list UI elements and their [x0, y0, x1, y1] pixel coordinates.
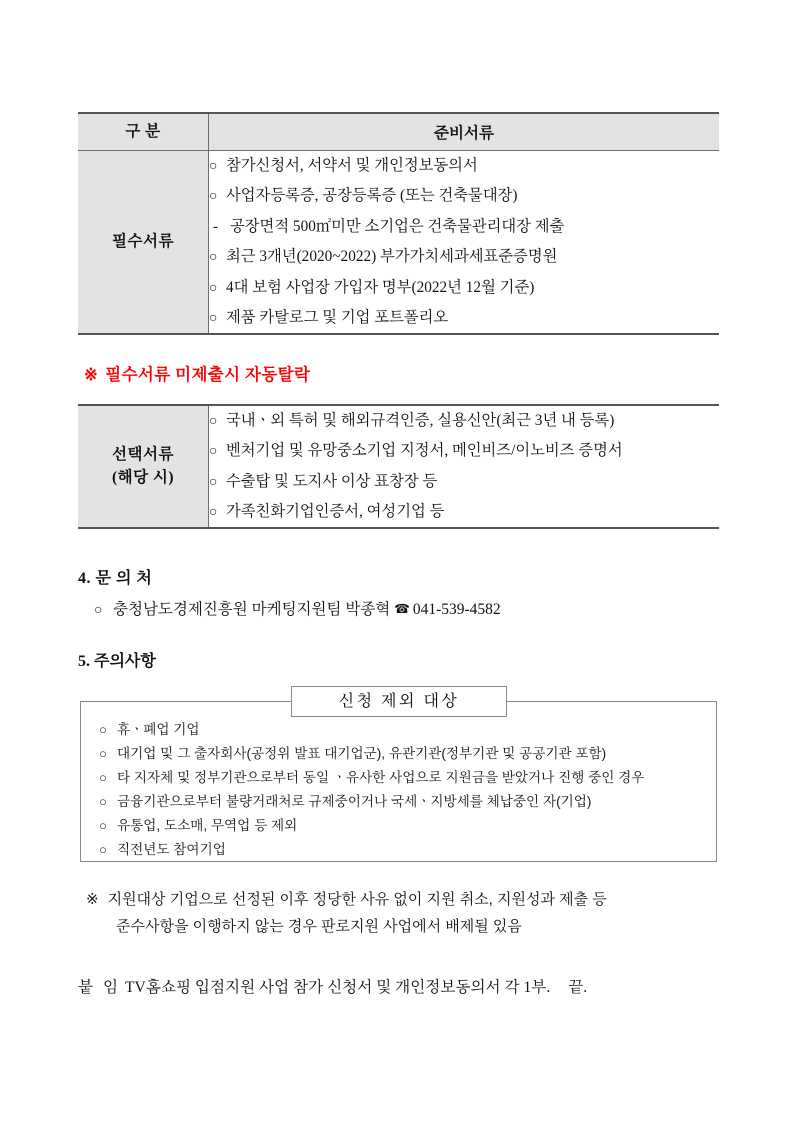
dash-marker: -: [213, 218, 218, 235]
list-item-text: 금융기관으로부터 불량거래처로 규제중이거나 국세ㆍ지방세를 체납중인 자(기업): [117, 793, 592, 809]
list-item-text: 제품 카탈로그 및 기업 포트폴리오: [226, 308, 449, 326]
required-documents-cell: [209, 151, 720, 335]
bullet-marker: ○: [99, 745, 107, 761]
optional-label-line1: 선택서류: [112, 446, 174, 464]
list-item-text: 참가신청서, 서약서 및 개인정보동의서: [226, 157, 478, 174]
list-item: [209, 273, 719, 303]
bullet-marker: ○: [99, 817, 107, 833]
header-cell-category: 구 분: [78, 113, 209, 151]
required-documents-list: [209, 151, 719, 333]
list-item-text: 대기업 및 그 출자회사(공정위 발표 대기업군), 유관기관(정부기관 및 공공기관 포함): [117, 745, 607, 761]
note-text-1: 지원대상 기업으로 선정된 이후 정당한 사유 없이 지원 취소, 지원성과 제출 등: [107, 891, 607, 908]
header-cell-documents: 준비서류: [209, 113, 720, 151]
list-item-text: 4대 보험 사업장 가입자 명부(2022년 12월 기준): [226, 278, 535, 296]
list-item-text: 직전년도 참여기업: [117, 841, 226, 857]
bullet-marker: ○: [209, 414, 218, 429]
bullet-marker: ○: [99, 769, 107, 785]
section-4-heading: 4. 문 의 처: [78, 570, 153, 587]
list-item-text: 공장면적 500㎡미만 소기업은 건축물관리대장 제출: [230, 217, 565, 235]
list-item: [209, 436, 719, 466]
attachment-text: TV홈쇼핑 입점지원 사업 참가 신청서 및 개인정보동의서 각 1부.: [125, 979, 551, 996]
list-item: [209, 151, 719, 181]
list-item-text: 벤처기업 및 유망중소기업 지정서, 메인비즈/이노비즈 증명서: [226, 442, 623, 460]
list-item: [209, 212, 719, 243]
list-item-text: 타 지자체 및 정부기관으로부터 동일 ㆍ유사한 사업으로 지원금을 받았거나 진행 중인 경우: [117, 769, 645, 785]
document-end-mark: 끝.: [568, 979, 588, 996]
bullet-marker: ○: [209, 189, 218, 205]
telephone-icon: ☎: [394, 601, 410, 616]
list-item: [209, 181, 719, 211]
list-item-text: 가족친화기업인증서, 여성기업 등: [226, 502, 445, 520]
optional-documents-list: [209, 406, 719, 527]
reference-mark-icon: ※: [84, 365, 99, 384]
bullet-marker: ○: [209, 250, 218, 266]
list-item-text: 유통업, 도소매, 무역업 등 제외: [117, 817, 298, 833]
bullet-marker: ○: [209, 474, 218, 490]
optional-documents-row: [78, 405, 719, 528]
list-item: [99, 814, 716, 838]
list-item-text: 수출탑 및 도지사 이상 표창장 등: [226, 472, 438, 490]
list-item: [99, 718, 716, 742]
bullet-marker: ○: [209, 444, 218, 460]
bullet-marker: ○: [209, 159, 218, 174]
warning-text: 필수서류 미제출시 자동탈락: [105, 365, 311, 384]
exclusion-box-title: 신청 제외 대상: [291, 686, 507, 717]
optional-label-line2: (해당 시): [111, 468, 175, 486]
list-item: [209, 497, 719, 527]
section-5-heading: 5. 주의사항: [78, 653, 156, 670]
note-line-2: 준수사항을 이행하지 않는 경우 판로지원 사업에서 배제될 있음: [116, 918, 522, 936]
optional-documents-label: [78, 405, 209, 528]
optional-documents-table: [78, 404, 719, 529]
contact-organization: 충청남도경제진흥원 마케팅지원팀 박종혁: [113, 601, 391, 618]
list-item-text: 사업자등록증, 공장등록증 (또는 건축물대장): [226, 187, 518, 205]
contact-phone-number: 041-539-4582: [412, 601, 501, 618]
bullet-marker: ○: [94, 603, 103, 618]
list-item: [209, 467, 719, 497]
bullet-marker: ○: [99, 793, 107, 809]
compliance-note: [86, 886, 726, 941]
optional-documents-cell: [209, 405, 720, 528]
list-item: [209, 242, 719, 272]
attachment-label: 붙 임: [78, 979, 122, 996]
exclusion-criteria-list: [81, 702, 716, 862]
table-header-row: [78, 113, 719, 151]
list-item-text: 최근 3개년(2020~2022) 부가가치세과세표준증명원: [226, 248, 558, 266]
required-documents-warning: [84, 361, 310, 385]
attachment-line: [78, 975, 587, 997]
bullet-marker: ○: [209, 280, 218, 296]
bullet-marker: ○: [209, 504, 218, 520]
required-documents-row: [78, 151, 719, 335]
list-item: [209, 406, 719, 436]
list-item-text: 휴ㆍ폐업 기업: [117, 722, 200, 737]
list-item: [99, 838, 716, 862]
bullet-marker: ○: [99, 841, 107, 857]
list-item-text: 국내ㆍ외 특허 및 해외규격인증, 실용신안(최근 3년 내 등록): [226, 412, 615, 429]
contact-line: [94, 597, 501, 619]
list-item: [99, 742, 716, 766]
list-item: [99, 766, 716, 790]
required-documents-label: 필수서류: [78, 151, 209, 335]
note-line-1: [86, 886, 726, 913]
bullet-marker: ○: [99, 722, 107, 737]
exclusion-criteria-box: [80, 701, 717, 862]
required-documents-table: [78, 112, 719, 335]
list-item: [209, 303, 719, 333]
list-item: [99, 790, 716, 814]
bullet-marker: ○: [209, 310, 218, 326]
reference-mark-icon: ※: [86, 891, 99, 908]
